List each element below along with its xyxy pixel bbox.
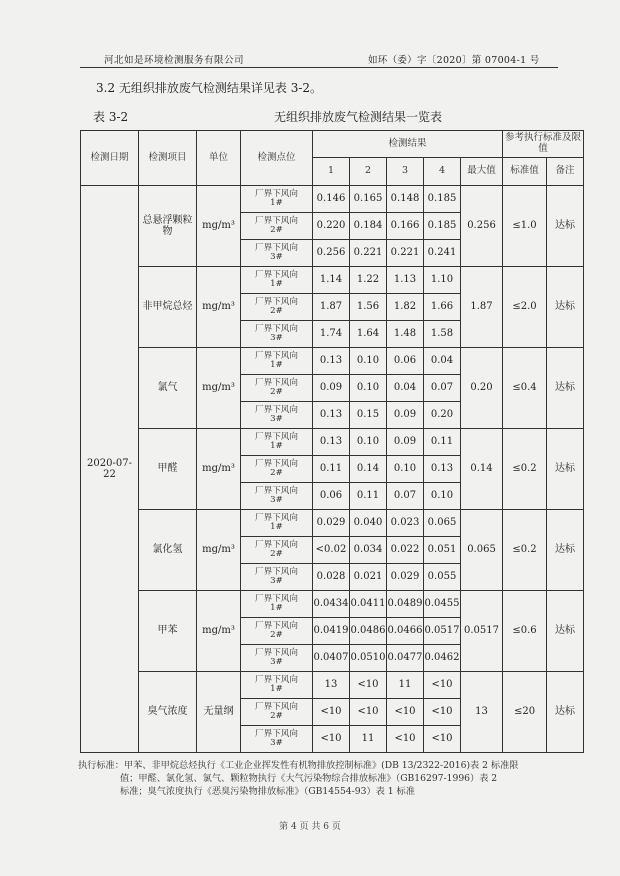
result-cell: 0.10 (350, 429, 387, 456)
location-cell (241, 348, 313, 375)
location-point: 3# (270, 252, 283, 262)
result-cell: 1.13 (387, 267, 424, 294)
location-point: 1# (270, 522, 283, 532)
location-label: 厂界下风向 (255, 350, 298, 361)
result-cell: 1.56 (350, 294, 387, 321)
location-label: 厂界下风向 (255, 188, 298, 199)
col-location-header: 检测点位 (241, 131, 313, 186)
unit-cell: mg/m³ (197, 591, 241, 672)
unit-cell: mg/m³ (197, 267, 241, 348)
result-cell: 0.023 (387, 510, 424, 537)
result-cell: 1.64 (350, 321, 387, 348)
col-item-header: 检测项目 (139, 131, 197, 186)
result-cell: 0.13 (313, 429, 350, 456)
location-point: 2# (270, 468, 283, 478)
result-cell: 1.58 (424, 321, 461, 348)
col-date-header: 检测日期 (81, 131, 139, 186)
location-point: 3# (270, 414, 283, 424)
result-cell: 0.07 (424, 375, 461, 402)
result-cell: 0.034 (350, 537, 387, 564)
location-cell (241, 672, 313, 699)
max-cell: 0.20 (461, 348, 503, 429)
result-cell: 0.0489 (387, 591, 424, 618)
result-cell: 0.13 (313, 402, 350, 429)
table-row (81, 672, 584, 699)
result-cell: 0.06 (313, 483, 350, 510)
standard-cell: ≤1.0 (503, 186, 547, 267)
item-cell: 甲醛 (139, 429, 197, 510)
location-point: 2# (270, 630, 283, 640)
result-cell: 0.04 (424, 348, 461, 375)
col-max: 最大值 (461, 158, 503, 186)
location-label: 厂界下风向 (255, 701, 298, 712)
table-header-row (81, 131, 584, 158)
standard-cell: ≤0.2 (503, 510, 547, 591)
result-cell: 11 (387, 672, 424, 699)
result-cell: 1.48 (387, 321, 424, 348)
result-cell: 0.09 (387, 429, 424, 456)
remark-cell: 达标 (547, 672, 584, 753)
item-cell: 甲苯 (139, 591, 197, 672)
result-cell: 0.029 (387, 564, 424, 591)
result-cell: 0.0466 (387, 618, 424, 645)
max-cell: 13 (461, 672, 503, 753)
location-point: 1# (270, 279, 283, 289)
result-cell: 0.10 (387, 456, 424, 483)
remark-cell: 达标 (547, 591, 584, 672)
location-label: 厂界下风向 (255, 269, 298, 280)
result-cell: <10 (350, 672, 387, 699)
result-cell: 13 (313, 672, 350, 699)
location-cell (241, 375, 313, 402)
location-point: 3# (270, 495, 283, 505)
header-divider (80, 67, 558, 68)
result-cell: 0.256 (313, 240, 350, 267)
standard-cell: ≤0.6 (503, 591, 547, 672)
location-point: 2# (270, 387, 283, 397)
table-row (81, 591, 584, 618)
standards-note (78, 759, 578, 798)
location-label: 厂界下风向 (255, 566, 298, 577)
location-cell (241, 294, 313, 321)
result-cell: 1.87 (313, 294, 350, 321)
location-label: 厂界下风向 (255, 296, 298, 307)
location-cell (241, 564, 313, 591)
result-cell: 0.221 (350, 240, 387, 267)
item-cell: 氯气 (139, 348, 197, 429)
location-label: 厂界下风向 (255, 593, 298, 604)
result-cell: 0.10 (424, 483, 461, 510)
location-cell (241, 591, 313, 618)
location-label: 厂界下风向 (255, 431, 298, 442)
remark-cell: 达标 (547, 510, 584, 591)
result-cell: 0.13 (313, 348, 350, 375)
result-cell: 1.74 (313, 321, 350, 348)
result-cell: 0.0407 (313, 645, 350, 672)
location-cell (241, 321, 313, 348)
result-cell: 0.051 (424, 537, 461, 564)
result-cell: <10 (350, 699, 387, 726)
location-point: 1# (270, 441, 283, 451)
result-cell: 1.10 (424, 267, 461, 294)
location-label: 厂界下风向 (255, 620, 298, 631)
result-cell: 1.82 (387, 294, 424, 321)
note-line: 执行标准：甲苯、非甲烷总烃执行《工业企业挥发性有机物排放控制标准》(DB 13/2322-2016)表 2 标准限 (78, 760, 519, 771)
result-cell: 0.028 (313, 564, 350, 591)
location-label: 厂界下风向 (255, 323, 298, 334)
location-label: 厂界下风向 (255, 485, 298, 496)
location-cell (241, 186, 313, 213)
result-cell: 0.221 (387, 240, 424, 267)
remark-cell: 达标 (547, 267, 584, 348)
result-cell: 0.0462 (424, 645, 461, 672)
table-row (81, 267, 584, 294)
result-cell: 0.11 (313, 456, 350, 483)
company-name: 河北如是环境检测服务有限公司 (104, 55, 245, 66)
location-cell (241, 618, 313, 645)
result-cell: 0.029 (313, 510, 350, 537)
col-unit-header: 单位 (197, 131, 241, 186)
result-cell: 0.148 (387, 186, 424, 213)
result-cell: <10 (313, 726, 350, 753)
location-point: 1# (270, 684, 283, 694)
section-title: 3.2 无组织排放废气检测结果详见表 3-2。 (96, 81, 323, 95)
remark-cell: 达标 (547, 186, 584, 267)
location-cell (241, 726, 313, 753)
note-line: 值；甲醛、氯化氢、氯气、颗粒物执行《大气污染物综合排放标准》（GB16297-1996）表 2 (120, 773, 498, 784)
location-point: 2# (270, 306, 283, 316)
result-cell: 0.15 (350, 402, 387, 429)
result-cell: <10 (387, 726, 424, 753)
location-cell (241, 456, 313, 483)
result-cell: 0.0477 (387, 645, 424, 672)
result-cell: 0.0455 (424, 591, 461, 618)
location-cell (241, 402, 313, 429)
location-label: 厂界下风向 (255, 674, 298, 685)
location-point: 2# (270, 711, 283, 721)
location-label: 厂界下风向 (255, 458, 298, 469)
result-cell: 0.06 (387, 348, 424, 375)
item-cell: 臭气浓度 (139, 672, 197, 753)
result-cell: 0.040 (350, 510, 387, 537)
location-point: 3# (270, 333, 283, 343)
standard-cell: ≤0.2 (503, 429, 547, 510)
result-cell: 0.241 (424, 240, 461, 267)
table-title: 无组织排放废气检测结果一览表 (273, 110, 442, 124)
table-row (81, 510, 584, 537)
col-result-3: 3 (387, 158, 424, 186)
result-cell: 0.185 (424, 186, 461, 213)
result-cell: 0.0510 (350, 645, 387, 672)
result-cell: 0.10 (350, 348, 387, 375)
location-cell (241, 429, 313, 456)
result-cell: 11 (350, 726, 387, 753)
col-reference-header: 参考执行标准及限值 (503, 131, 584, 158)
result-cell: 1.22 (350, 267, 387, 294)
location-cell (241, 645, 313, 672)
standard-cell: ≤0.4 (503, 348, 547, 429)
location-label: 厂界下风向 (255, 404, 298, 415)
location-label: 厂界下风向 (255, 728, 298, 739)
result-cell: <10 (313, 699, 350, 726)
col-remark: 备注 (547, 158, 584, 186)
item-cell: 非甲烷总烃 (139, 267, 197, 348)
unit-cell: 无量纲 (197, 672, 241, 753)
location-cell (241, 213, 313, 240)
item-cell: 氯化氢 (139, 510, 197, 591)
result-cell: 0.07 (387, 483, 424, 510)
note-line: 标准；臭气浓度执行《恶臭污染物排放标准》（GB14554-93）表 1 标准 (120, 786, 415, 797)
standard-cell: ≤2.0 (503, 267, 547, 348)
result-cell: 0.0517 (424, 618, 461, 645)
result-cell: <10 (424, 726, 461, 753)
remark-cell: 达标 (547, 429, 584, 510)
location-label: 厂界下风向 (255, 647, 298, 658)
result-cell: <10 (387, 699, 424, 726)
unit-cell: mg/m³ (197, 429, 241, 510)
table-row (81, 348, 584, 375)
unit-cell: mg/m³ (197, 186, 241, 267)
remark-cell: 达标 (547, 348, 584, 429)
date-cell: 2020-07-22 (81, 186, 139, 753)
location-point: 3# (270, 657, 283, 667)
col-result-1: 1 (313, 158, 350, 186)
result-cell: 1.66 (424, 294, 461, 321)
item-cell: 总悬浮颗粒物 (139, 186, 197, 267)
result-cell: 0.166 (387, 213, 424, 240)
standard-cell: ≤20 (503, 672, 547, 753)
location-label: 厂界下风向 (255, 242, 298, 253)
result-cell: <10 (424, 672, 461, 699)
table-row (81, 429, 584, 456)
result-cell: 0.165 (350, 186, 387, 213)
location-label: 厂界下风向 (255, 377, 298, 388)
max-cell: 0.256 (461, 186, 503, 267)
result-cell: 0.09 (313, 375, 350, 402)
result-cell: 0.184 (350, 213, 387, 240)
location-cell (241, 537, 313, 564)
max-cell: 0.0517 (461, 591, 503, 672)
location-label: 厂界下风向 (255, 539, 298, 550)
max-cell: 0.065 (461, 510, 503, 591)
location-point: 2# (270, 549, 283, 559)
location-point: 1# (270, 360, 283, 370)
location-label: 厂界下风向 (255, 512, 298, 523)
result-cell: 0.14 (350, 456, 387, 483)
location-cell (241, 240, 313, 267)
col-results-header: 检测结果 (313, 131, 503, 158)
result-cell: 0.11 (424, 429, 461, 456)
results-table (80, 130, 584, 753)
location-point: 3# (270, 576, 283, 586)
result-cell: 0.022 (387, 537, 424, 564)
result-cell: 0.20 (424, 402, 461, 429)
result-cell: 0.220 (313, 213, 350, 240)
result-cell: 0.13 (424, 456, 461, 483)
result-cell: 0.0419 (313, 618, 350, 645)
result-cell: 0.11 (350, 483, 387, 510)
result-cell: 0.021 (350, 564, 387, 591)
result-cell: 1.14 (313, 267, 350, 294)
report-number: 如环（委）字〔2020〕第 07004-1 号 (368, 55, 540, 66)
location-label: 厂界下风向 (255, 215, 298, 226)
location-point: 2# (270, 225, 283, 235)
location-cell (241, 510, 313, 537)
result-cell: 0.04 (387, 375, 424, 402)
location-point: 3# (270, 738, 283, 748)
result-cell: 0.065 (424, 510, 461, 537)
col-standard: 标准值 (503, 158, 547, 186)
location-cell (241, 483, 313, 510)
location-point: 1# (270, 603, 283, 613)
result-cell: 0.055 (424, 564, 461, 591)
result-cell: 0.185 (424, 213, 461, 240)
max-cell: 1.87 (461, 267, 503, 348)
location-cell (241, 699, 313, 726)
unit-cell: mg/m³ (197, 510, 241, 591)
col-result-2: 2 (350, 158, 387, 186)
result-cell: 0.0434 (313, 591, 350, 618)
table-row (81, 186, 584, 213)
page-footer: 第 4 页 共 6 页 (279, 822, 341, 832)
result-cell: <0.02 (313, 537, 350, 564)
col-result-4: 4 (424, 158, 461, 186)
result-cell: 0.09 (387, 402, 424, 429)
max-cell: 0.14 (461, 429, 503, 510)
result-cell: 0.10 (350, 375, 387, 402)
table-number: 表 3-2 (93, 110, 129, 124)
unit-cell: mg/m³ (197, 348, 241, 429)
result-cell: 0.0486 (350, 618, 387, 645)
result-cell: 0.0411 (350, 591, 387, 618)
result-cell: <10 (424, 699, 461, 726)
result-cell: 0.146 (313, 186, 350, 213)
location-cell (241, 267, 313, 294)
location-point: 1# (270, 198, 283, 208)
